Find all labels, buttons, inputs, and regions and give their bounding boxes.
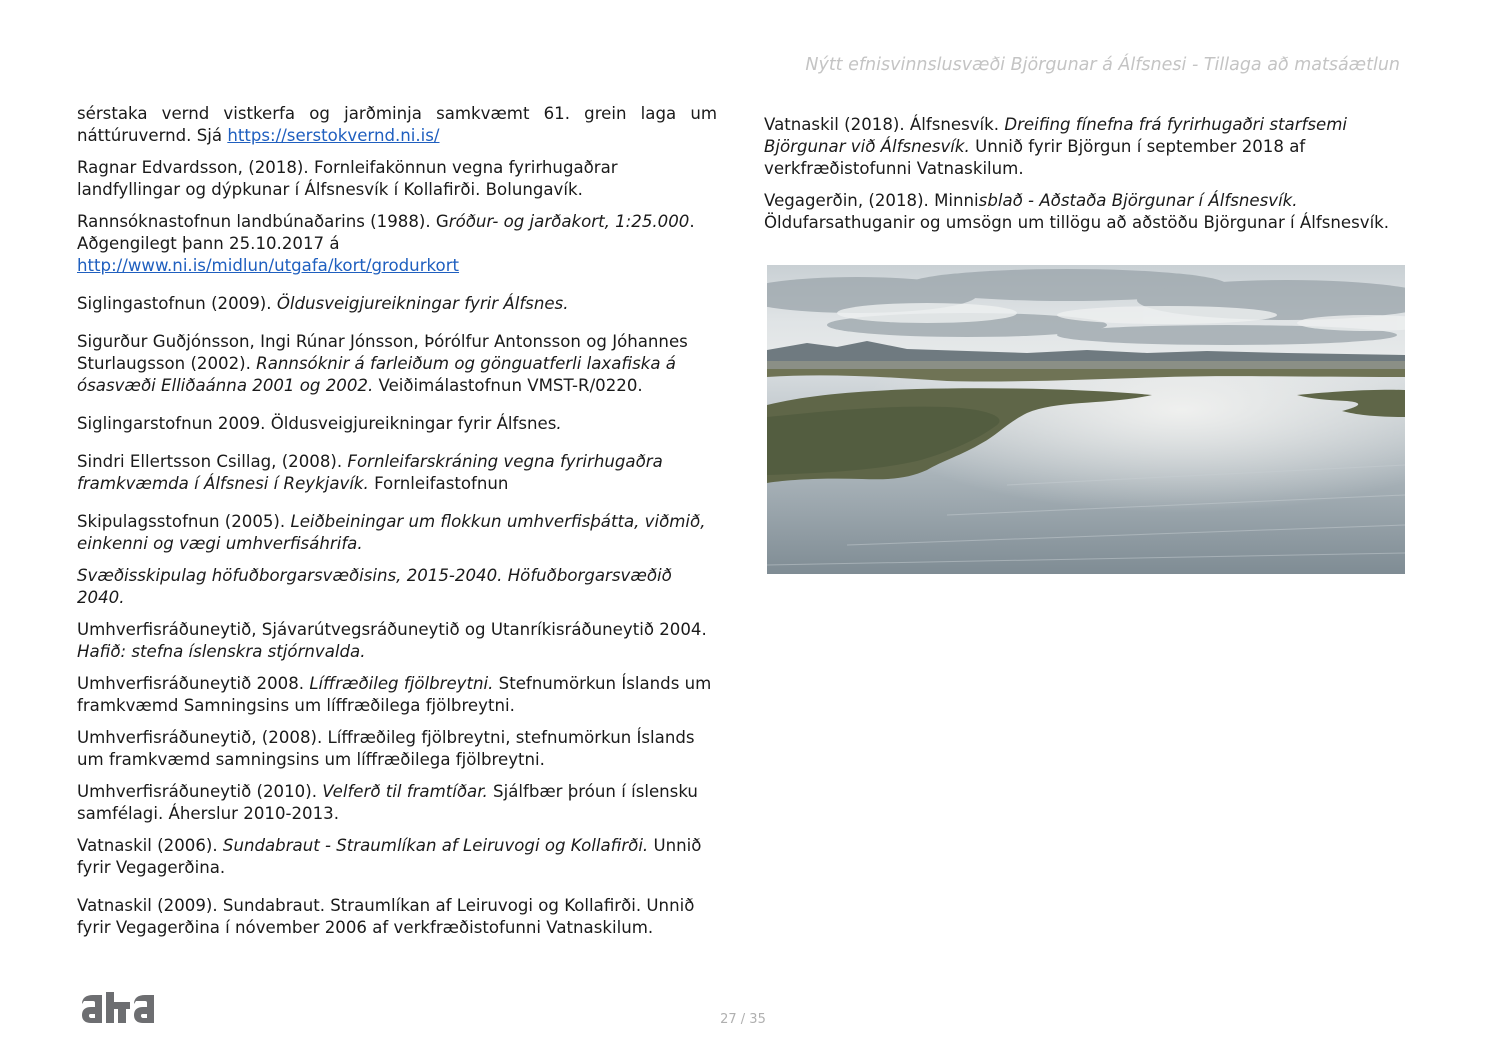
running-header: Nýtt efnisvinnslusvæði Björgunar á Álfsnesi - Tillaga að matsáætlun [805, 55, 1400, 75]
reference-item: Skipulagsstofnun (2005). Leiðbeiningar um flokkun umhverfisþátta, viðmið, einkenni og vægi umhverfisáhrifa. [77, 512, 706, 553]
reference-item: Umhverfisráðuneytið, Sjávarútvegsráðuneytið og Utanríkisráðuneytið 2004. Hafið: stefna íslenskra stjórnvalda. [77, 620, 707, 661]
reference-item: Vatnaskil (2006). Sundabraut - Straumlíkan af Leiruvogi og Kollafirði. Unnið fyrir Vegagerðina. [77, 836, 702, 877]
reference-item: sérstaka vernd vistkerfa og jarðminja samkvæmt 61. grein laga um náttúruvernd. Sjá https://serstokvernd.ni.is/ [77, 104, 717, 145]
reference-item: Vegagerðin, (2018). Minnisblað - Aðstaða Björgunar í Álfsnesvík. Öldufarsathuganir og umsögn um tillögu að aðstöðu Björgunar í Álfsnesvík. [764, 191, 1390, 232]
aerial-lagoon-photo [767, 265, 1405, 574]
reference-item: Umhverfisráðuneytið 2008. Líffræðileg fjölbreytni. Stefnumörkun Íslands um framkvæmd Samningsins um líffræðilega fjölbreytni. [77, 674, 712, 715]
grodurkort-link[interactable]: http://www.ni.is/midlun/utgafa/kort/grodurkort [77, 256, 460, 275]
reference-item: Vatnaskil (2018). Álfsnesvík. Dreifing fínefna frá fyrirhugaðri starfsemi Björgunar við Álfsnesvík. Unnið fyrir Björgun í september 2018 af verkfræðistofunni Vatnaskilum. [764, 115, 1347, 178]
serstokvernd-link[interactable]: https://serstokvernd.ni.is/ [227, 126, 440, 145]
references-right-column [764, 114, 1404, 244]
reference-item: Rannsóknastofnun landbúnaðarins (1988). Gróður- og jarðakort, 1:25.000. Aðgengilegt þann 25.10.2017 á http://www.ni.is/midlun/utgafa/kort/grodurkort [77, 212, 695, 275]
reference-item: Ragnar Edvardsson, (2018). Fornleifakönnun vegna fyrirhugaðrar landfyllingar og dýpkunar í Álfsnesvík í Kollafirði. Bolungavík. [77, 158, 618, 199]
reference-item: Sigurður Guðjónsson, Ingi Rúnar Jónsson, Þórólfur Antonsson og Jóhannes Sturlaugsson (2002). Rannsóknir á farleiðum og gönguatferli laxafiska á ósasvæði Elliðaánna 2001 og 2002. Veiðimálastofnun VMST-R/0220. [77, 332, 688, 395]
reference-item: Svæðisskipulag höfuðborgarsvæðisins, 2015-2040. Höfuðborgarsvæðið 2040. [77, 566, 672, 607]
page-number: 27 / 35 [720, 1012, 766, 1027]
reference-item: Sindri Ellertsson Csillag, (2008). Fornleifarskráning vegna fyrirhugaðra framkvæmda í Álfsnesi í Reykjavík. Fornleifastofnun [77, 452, 663, 493]
references-left-column [77, 103, 717, 949]
reference-item: Umhverfisráðuneytið, (2008). Líffræðileg fjölbreytni, stefnumörkun Íslands um framkvæmd samningsins um líffræðilega fjölbreytni. [77, 728, 695, 769]
reference-item: Siglingastofnun (2009). Öldusveigjureikningar fyrir Álfsnes. [77, 294, 569, 313]
reference-item: Umhverfisráðuneytið (2010). Velferð til framtíðar. Sjálfbær þróun í íslensku samfélagi. Áherslur 2010-2013. [77, 782, 698, 823]
reference-item: Siglingarstofnun 2009. Öldusveigjureikningar fyrir Álfsnes. [77, 414, 562, 433]
reference-item: Vatnaskil (2009). Sundabraut. Straumlíkan af Leiruvogi og Kollafirði. Unnið fyrir Vegagerðina í nóvember 2006 af verkfræðistofunni Vatnaskilum. [77, 896, 695, 937]
